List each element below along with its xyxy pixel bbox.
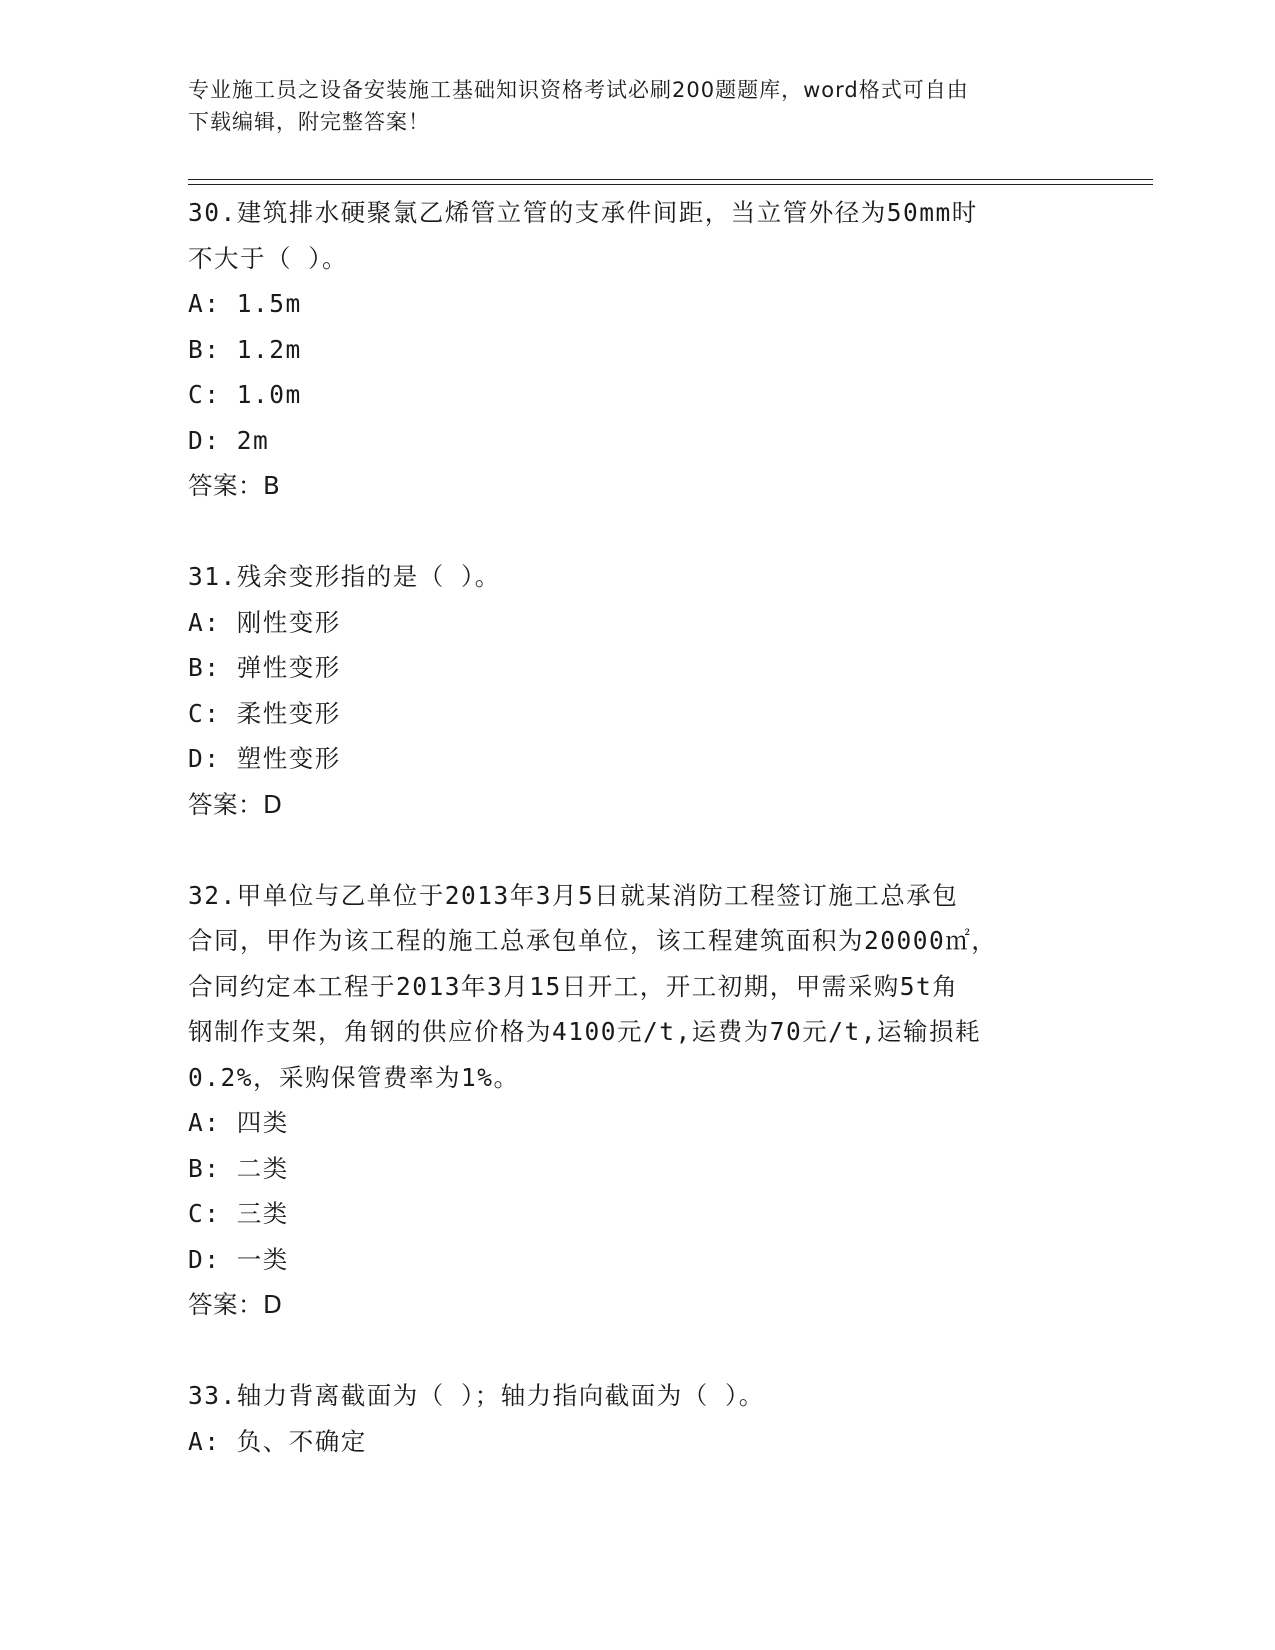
question-30: [188, 190, 1088, 509]
question-stem: 31.残余变形指的是（ ）。: [188, 562, 501, 591]
option-c: C: 三类: [188, 1199, 289, 1228]
option-a: A: 刚性变形: [188, 607, 341, 637]
header-title-line-1: 专业施工员之设备安装施工基础知识资格考试必刷200题题库，word格式可自由: [188, 78, 969, 102]
option-c: C: 1.0m: [188, 380, 302, 409]
question-spacer: [188, 509, 1088, 555]
option-d: D: 2m: [188, 425, 270, 455]
document-header: [188, 74, 1068, 138]
option-d: D: 一类: [188, 1244, 289, 1274]
question-stem: 不大于（ ）。: [188, 243, 348, 273]
option-c: C: 柔性变形: [188, 698, 341, 728]
question-stem: 30.建筑排水硬聚氯乙烯管立管的支承件间距，当立管外径为50mm时: [188, 198, 978, 227]
question-stem: 合同，甲作为该工程的施工总承包单位，该工程建筑面积为20000㎡，: [188, 926, 998, 955]
header-divider-bottom: [188, 184, 1153, 185]
answer-label: 答案：D: [188, 789, 283, 819]
question-spacer: [188, 1328, 1088, 1374]
option-a: A: 1.5m: [188, 289, 302, 318]
question-list: [188, 190, 1088, 1464]
header-title-line-2: 下载编辑，附完整答案！: [188, 110, 430, 134]
option-a: A: 四类: [188, 1108, 289, 1137]
question-stem: 合同约定本工程于2013年3月15日开工，开工初期，甲需采购5t角: [188, 971, 959, 1001]
option-b: B: 1.2m: [188, 334, 302, 364]
answer-label: 答案：B: [188, 471, 281, 500]
question-33: [188, 1373, 1088, 1464]
option-b: B: 二类: [188, 1153, 289, 1183]
question-stem: 32.甲单位与乙单位于2013年3月5日就某消防工程签订施工总承包: [188, 880, 959, 910]
question-32: [188, 873, 1088, 1328]
header-divider-top: [188, 179, 1153, 180]
option-d: D: 塑性变形: [188, 744, 341, 773]
question-stem: 33.轴力背离截面为（ ）；轴力指向截面为（ ）。: [188, 1381, 765, 1410]
question-31: [188, 554, 1088, 827]
option-b: B: 弹性变形: [188, 653, 341, 682]
question-spacer: [188, 827, 1088, 873]
answer-label: 答案：D: [188, 1290, 283, 1319]
question-stem: 钢制作支架，角钢的供应价格为4100元/t,运费为70元/t,运输损耗: [188, 1017, 982, 1046]
question-stem: 0.2%，采购保管费率为1%。: [188, 1062, 520, 1092]
option-a: A: 负、不确定: [188, 1426, 367, 1456]
